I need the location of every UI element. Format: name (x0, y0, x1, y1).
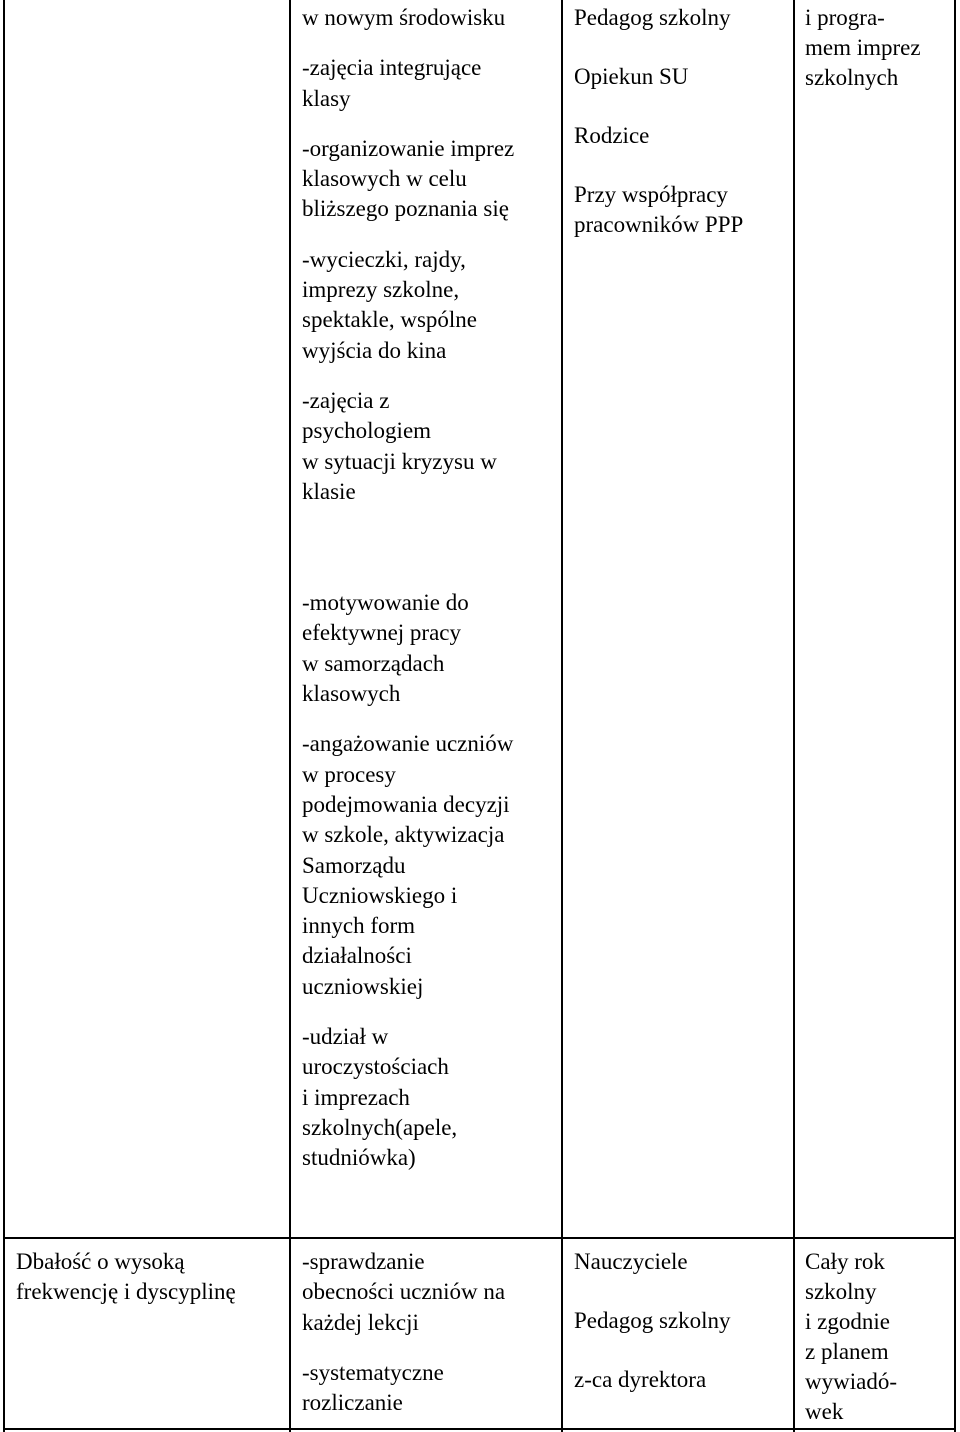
row2-responsible-cell (574, 1247, 789, 1424)
responsible-item: Opiekun SU (574, 64, 689, 89)
row1-activities-cell (302, 3, 560, 1174)
responsible-item: Pedagog szkolny (574, 1308, 731, 1333)
activity-item: w nowym środowisku (302, 5, 506, 30)
activity-item: -sprawdzanie obecności uczniów na każdej lekcji (302, 1249, 506, 1335)
table-border-bottom (3, 1428, 956, 1430)
table-border-col3 (561, 0, 563, 1432)
activity-item: -udział w uroczystościach i imprezach szkolnych(apele, studniówka) (302, 1024, 458, 1171)
responsible-item: Przy współpracy pracowników PPP (574, 182, 744, 237)
responsible-item: Pedagog szkolny (574, 5, 731, 30)
responsible-item: z-ca dyrektora (574, 1367, 707, 1392)
table-border-col4 (793, 0, 795, 1432)
activity-item: -angażowanie uczniów w procesy podejmowania decyzji w szkole, aktywizacja Samorządu Uczniowskiego i innych form działalności uczniowskiej (302, 731, 514, 999)
activity-item: -organizowanie imprez klasowych w celu bliższego poznania się (302, 135, 515, 222)
activity-item: -wycieczki, rajdy, imprezy szkolne, spektakle, wspólne wyjścia do kina (302, 246, 478, 363)
timeline-text: i progra- mem imprez szkolnych (805, 5, 921, 90)
row2-task-cell (16, 1247, 288, 1307)
row2-activities-cell (302, 1247, 560, 1418)
activity-item: -zajęcia integrujące klasy (302, 55, 482, 111)
row-divider (3, 1237, 956, 1239)
activity-item: -zajęcia z psychologiem w sytuacji kryzysu w klasie (302, 387, 497, 504)
table-border-right (954, 0, 956, 1432)
activity-item: -systematyczne rozliczanie (302, 1359, 444, 1416)
row2-timeline-cell (805, 1247, 951, 1427)
responsible-item: Nauczyciele (574, 1249, 688, 1274)
row1-responsible-cell (574, 3, 789, 269)
timeline-text: Cały rok szkolny i zgodnie z planem wywiadó- wek (805, 1249, 897, 1424)
responsible-item: Rodzice (574, 123, 650, 148)
table-border-left (3, 0, 5, 1432)
row1-timeline-cell (805, 3, 951, 93)
table-border-col2 (289, 0, 291, 1432)
activity-item: -motywowanie do efektywnej pracy w samorządach klasowych (302, 590, 469, 707)
task-text: Dbałość o wysoką frekwencję i dyscyplinę (16, 1249, 236, 1304)
